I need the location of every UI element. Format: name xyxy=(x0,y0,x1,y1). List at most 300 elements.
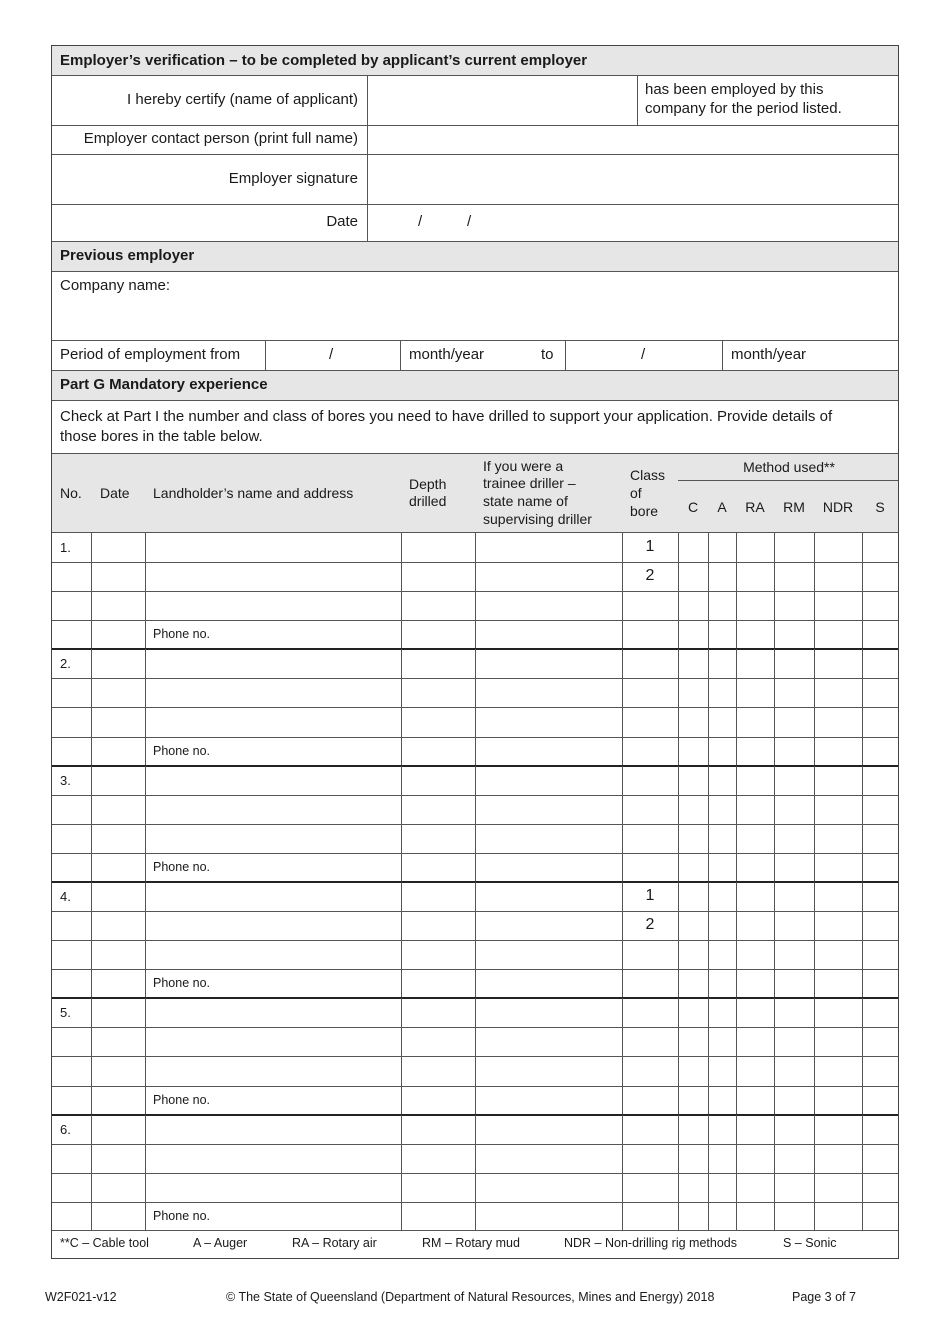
table-cell[interactable] xyxy=(678,649,708,678)
table-cell[interactable] xyxy=(814,882,862,911)
date-field[interactable] xyxy=(368,205,898,241)
table-cell[interactable] xyxy=(678,853,708,882)
table-cell[interactable] xyxy=(91,1086,145,1115)
table-cell[interactable] xyxy=(91,1202,145,1231)
table-cell[interactable] xyxy=(774,678,814,707)
table-cell[interactable] xyxy=(401,911,475,940)
table-cell[interactable] xyxy=(736,1115,774,1144)
table-cell[interactable] xyxy=(52,1027,91,1056)
table-cell[interactable] xyxy=(622,1027,678,1056)
table-cell[interactable] xyxy=(736,620,774,649)
table-cell[interactable] xyxy=(678,1115,708,1144)
table-cell[interactable] xyxy=(736,1144,774,1173)
table-cell[interactable] xyxy=(862,969,900,998)
table-cell[interactable] xyxy=(774,737,814,766)
table-cell[interactable] xyxy=(774,562,814,591)
table-cell[interactable] xyxy=(145,1173,401,1202)
table-cell[interactable] xyxy=(622,591,678,620)
table-cell[interactable] xyxy=(622,737,678,766)
table-cell[interactable] xyxy=(52,1202,91,1231)
table-cell[interactable] xyxy=(678,1027,708,1056)
table-cell[interactable] xyxy=(814,824,862,853)
table-cell[interactable] xyxy=(814,998,862,1027)
table-cell[interactable] xyxy=(678,1086,708,1115)
table-cell[interactable] xyxy=(774,707,814,736)
table-cell[interactable] xyxy=(736,766,774,795)
table-cell[interactable] xyxy=(736,1027,774,1056)
table-cell[interactable] xyxy=(52,737,91,766)
table-cell[interactable] xyxy=(475,1027,622,1056)
table-cell[interactable] xyxy=(678,824,708,853)
table-row xyxy=(52,940,900,969)
table-cell[interactable] xyxy=(475,1086,622,1115)
table-cell[interactable] xyxy=(708,940,736,969)
table-cell[interactable] xyxy=(862,591,900,620)
table-cell[interactable] xyxy=(475,1056,622,1085)
table-cell[interactable] xyxy=(814,1144,862,1173)
table-cell[interactable] xyxy=(708,649,736,678)
table-cell[interactable] xyxy=(678,1056,708,1085)
table-cell[interactable] xyxy=(774,649,814,678)
table-cell[interactable] xyxy=(678,998,708,1027)
table-cell[interactable] xyxy=(91,911,145,940)
table-cell[interactable] xyxy=(91,562,145,591)
table-cell[interactable] xyxy=(622,1056,678,1085)
table-cell[interactable] xyxy=(622,1115,678,1144)
table-cell[interactable] xyxy=(145,649,401,678)
table-cell[interactable] xyxy=(708,795,736,824)
table-cell[interactable] xyxy=(401,824,475,853)
table-cell[interactable] xyxy=(678,795,708,824)
table-cell[interactable] xyxy=(736,562,774,591)
table-cell[interactable] xyxy=(678,562,708,591)
table-cell[interactable] xyxy=(401,853,475,882)
col-no-header: No. xyxy=(60,485,82,501)
table-cell[interactable] xyxy=(678,591,708,620)
table-cell[interactable] xyxy=(401,562,475,591)
table-cell[interactable] xyxy=(622,620,678,649)
table-cell[interactable] xyxy=(774,620,814,649)
table-cell[interactable] xyxy=(736,533,774,562)
table-cell[interactable] xyxy=(475,824,622,853)
table-cell[interactable] xyxy=(401,591,475,620)
table-cell[interactable] xyxy=(622,969,678,998)
table-cell[interactable] xyxy=(145,766,401,795)
table-cell[interactable] xyxy=(145,1056,401,1085)
table-cell[interactable] xyxy=(814,969,862,998)
table-cell[interactable] xyxy=(52,853,91,882)
table-cell[interactable] xyxy=(52,591,91,620)
table-cell[interactable] xyxy=(774,824,814,853)
table-cell[interactable] xyxy=(401,766,475,795)
table-cell[interactable] xyxy=(708,1027,736,1056)
table-cell[interactable] xyxy=(401,1202,475,1231)
table-cell[interactable] xyxy=(52,795,91,824)
table-cell[interactable] xyxy=(736,882,774,911)
table-cell[interactable] xyxy=(401,1144,475,1173)
table-cell[interactable] xyxy=(678,1202,708,1231)
table-cell[interactable] xyxy=(862,1173,900,1202)
table-cell[interactable] xyxy=(862,620,900,649)
table-cell[interactable] xyxy=(678,969,708,998)
table-cell[interactable] xyxy=(708,911,736,940)
table-cell[interactable] xyxy=(475,678,622,707)
table-cell[interactable] xyxy=(708,737,736,766)
table-cell[interactable] xyxy=(862,1056,900,1085)
table-cell[interactable] xyxy=(862,678,900,707)
table-cell[interactable] xyxy=(862,795,900,824)
table-cell[interactable] xyxy=(475,562,622,591)
table-cell[interactable] xyxy=(52,1173,91,1202)
table-cell[interactable] xyxy=(736,998,774,1027)
table-cell[interactable] xyxy=(708,766,736,795)
table-cell[interactable] xyxy=(52,1115,91,1144)
table-cell[interactable] xyxy=(708,882,736,911)
table-cell[interactable] xyxy=(401,1115,475,1144)
table-cell[interactable] xyxy=(708,1202,736,1231)
table-cell[interactable] xyxy=(91,853,145,882)
table-cell[interactable] xyxy=(145,562,401,591)
period-from-field[interactable] xyxy=(266,341,400,370)
table-cell[interactable] xyxy=(401,707,475,736)
table-cell[interactable] xyxy=(708,1115,736,1144)
table-cell[interactable] xyxy=(622,940,678,969)
table-cell[interactable] xyxy=(475,940,622,969)
table-cell[interactable] xyxy=(708,533,736,562)
table-cell[interactable] xyxy=(475,1144,622,1173)
table-cell[interactable] xyxy=(401,1086,475,1115)
table-cell[interactable] xyxy=(475,998,622,1027)
table-cell[interactable] xyxy=(401,1027,475,1056)
table-cell[interactable] xyxy=(475,795,622,824)
table-cell[interactable] xyxy=(774,766,814,795)
table-cell[interactable] xyxy=(708,1173,736,1202)
table-cell[interactable] xyxy=(475,533,622,562)
company-name-label: Company name: xyxy=(60,277,171,294)
table-cell[interactable] xyxy=(622,1202,678,1231)
method-c-header: C xyxy=(687,499,699,515)
table-cell[interactable] xyxy=(862,824,900,853)
table-row xyxy=(52,649,900,678)
table-cell[interactable] xyxy=(52,998,91,1027)
table-cell[interactable] xyxy=(862,882,900,911)
table-cell[interactable] xyxy=(145,795,401,824)
table-cell[interactable] xyxy=(401,882,475,911)
table-cell[interactable] xyxy=(862,911,900,940)
table-cell[interactable] xyxy=(401,940,475,969)
table-cell[interactable] xyxy=(708,969,736,998)
table-cell[interactable] xyxy=(91,795,145,824)
table-cell[interactable] xyxy=(401,998,475,1027)
table-cell[interactable] xyxy=(814,649,862,678)
table-cell[interactable] xyxy=(814,940,862,969)
table-cell[interactable] xyxy=(814,591,862,620)
table-cell[interactable] xyxy=(678,620,708,649)
table-cell[interactable] xyxy=(862,1202,900,1231)
company-name-field[interactable] xyxy=(182,272,898,340)
table-cell[interactable] xyxy=(52,824,91,853)
table-cell[interactable] xyxy=(145,824,401,853)
table-cell[interactable] xyxy=(622,853,678,882)
table-cell[interactable] xyxy=(622,1173,678,1202)
table-cell[interactable] xyxy=(678,533,708,562)
table-cell[interactable] xyxy=(774,533,814,562)
table-cell[interactable] xyxy=(145,1115,401,1144)
table-row xyxy=(52,678,900,707)
table-cell[interactable] xyxy=(862,940,900,969)
table-cell[interactable] xyxy=(862,1027,900,1056)
table-cell[interactable] xyxy=(814,1173,862,1202)
table-cell[interactable] xyxy=(814,678,862,707)
signature-field[interactable] xyxy=(368,155,898,204)
col-depth-header: drilled xyxy=(409,493,447,509)
table-cell[interactable] xyxy=(814,1056,862,1085)
table-cell[interactable] xyxy=(814,1115,862,1144)
table-cell[interactable] xyxy=(814,911,862,940)
table-cell[interactable] xyxy=(475,1115,622,1144)
table-cell[interactable] xyxy=(622,998,678,1027)
table-cell[interactable] xyxy=(401,620,475,649)
table-cell[interactable] xyxy=(52,911,91,940)
table-cell[interactable] xyxy=(774,882,814,911)
table-cell[interactable] xyxy=(475,969,622,998)
table-cell[interactable] xyxy=(774,1027,814,1056)
table-cell[interactable] xyxy=(774,795,814,824)
table-cell[interactable] xyxy=(862,533,900,562)
table-cell[interactable] xyxy=(708,824,736,853)
table-cell[interactable] xyxy=(814,737,862,766)
table-cell[interactable] xyxy=(774,1173,814,1202)
table-cell[interactable] xyxy=(736,824,774,853)
table-cell[interactable] xyxy=(814,707,862,736)
table-cell[interactable] xyxy=(475,649,622,678)
table-cell[interactable] xyxy=(622,766,678,795)
table-cell[interactable] xyxy=(475,591,622,620)
table-cell[interactable] xyxy=(622,707,678,736)
table-cell[interactable] xyxy=(91,591,145,620)
table-cell[interactable] xyxy=(708,1086,736,1115)
table-cell[interactable] xyxy=(862,737,900,766)
table-cell[interactable] xyxy=(145,940,401,969)
table-cell[interactable] xyxy=(708,562,736,591)
form-code: W2F021-v12 xyxy=(45,1290,117,1304)
table-cell[interactable] xyxy=(774,591,814,620)
table-cell[interactable] xyxy=(475,737,622,766)
table-cell[interactable] xyxy=(814,533,862,562)
table-cell[interactable] xyxy=(52,1144,91,1173)
table-cell[interactable] xyxy=(736,591,774,620)
period-to-field[interactable] xyxy=(566,341,722,370)
contact-name-field[interactable] xyxy=(368,126,898,154)
table-cell[interactable] xyxy=(401,533,475,562)
table-cell[interactable] xyxy=(91,620,145,649)
table-cell[interactable] xyxy=(622,678,678,707)
table-cell[interactable] xyxy=(708,1056,736,1085)
table-cell[interactable] xyxy=(774,1086,814,1115)
table-cell[interactable] xyxy=(52,940,91,969)
table-cell[interactable] xyxy=(736,678,774,707)
table-cell[interactable] xyxy=(475,620,622,649)
previous-employer-heading: Previous employer xyxy=(60,247,195,264)
table-cell[interactable] xyxy=(475,1173,622,1202)
table-cell[interactable] xyxy=(736,649,774,678)
table-cell[interactable] xyxy=(736,911,774,940)
table-cell[interactable] xyxy=(91,649,145,678)
table-cell[interactable] xyxy=(736,940,774,969)
table-cell[interactable] xyxy=(52,766,91,795)
col-trainee-header: state name of xyxy=(483,493,568,509)
table-cell[interactable] xyxy=(91,998,145,1027)
table-cell[interactable] xyxy=(862,649,900,678)
table-cell[interactable] xyxy=(814,1027,862,1056)
table-cell[interactable] xyxy=(622,1144,678,1173)
table-cell[interactable] xyxy=(862,562,900,591)
table-cell[interactable] xyxy=(814,620,862,649)
table-cell[interactable] xyxy=(91,766,145,795)
table-cell[interactable] xyxy=(401,678,475,707)
table-cell[interactable] xyxy=(862,853,900,882)
table-cell[interactable] xyxy=(52,707,91,736)
table-cell[interactable] xyxy=(708,620,736,649)
table-cell[interactable] xyxy=(862,1086,900,1115)
table-cell[interactable] xyxy=(52,649,91,678)
table-cell[interactable] xyxy=(91,1027,145,1056)
table-cell[interactable] xyxy=(736,1056,774,1085)
table-cell[interactable] xyxy=(678,882,708,911)
table-row xyxy=(52,1056,900,1085)
table-cell[interactable] xyxy=(145,678,401,707)
table-cell[interactable] xyxy=(862,998,900,1027)
from-unit: month/year xyxy=(409,346,485,363)
table-cell[interactable] xyxy=(736,1173,774,1202)
table-cell[interactable] xyxy=(678,911,708,940)
table-cell[interactable] xyxy=(622,795,678,824)
table-cell[interactable] xyxy=(814,795,862,824)
table-cell[interactable] xyxy=(708,998,736,1027)
method-used-header: Method used** xyxy=(743,459,835,475)
table-cell[interactable] xyxy=(475,1202,622,1231)
legend-rotary-mud: RM – Rotary mud xyxy=(422,1236,520,1250)
table-cell[interactable] xyxy=(52,882,91,911)
table-cell[interactable] xyxy=(862,707,900,736)
table-cell[interactable] xyxy=(622,1086,678,1115)
table-cell[interactable] xyxy=(145,998,401,1027)
table-cell[interactable] xyxy=(401,1056,475,1085)
table-cell[interactable] xyxy=(774,1115,814,1144)
table-cell[interactable] xyxy=(52,1086,91,1115)
table-cell[interactable] xyxy=(91,1056,145,1085)
table-cell[interactable] xyxy=(678,940,708,969)
table-cell[interactable] xyxy=(814,1202,862,1231)
table-cell[interactable] xyxy=(145,1144,401,1173)
table-cell[interactable] xyxy=(678,678,708,707)
table-cell[interactable] xyxy=(774,911,814,940)
table-cell[interactable] xyxy=(736,853,774,882)
table-cell[interactable] xyxy=(91,882,145,911)
table-cell[interactable] xyxy=(774,969,814,998)
table-cell[interactable] xyxy=(52,969,91,998)
table-cell[interactable] xyxy=(52,1056,91,1085)
table-cell[interactable] xyxy=(736,1086,774,1115)
table-cell[interactable] xyxy=(145,707,401,736)
table-cell[interactable] xyxy=(91,707,145,736)
table-cell[interactable] xyxy=(145,911,401,940)
table-cell[interactable] xyxy=(736,795,774,824)
table-cell[interactable] xyxy=(678,1173,708,1202)
table-cell[interactable] xyxy=(145,1027,401,1056)
table-cell[interactable] xyxy=(401,649,475,678)
table-cell[interactable] xyxy=(475,853,622,882)
table-cell[interactable] xyxy=(774,853,814,882)
table-cell[interactable] xyxy=(678,1144,708,1173)
table-cell[interactable] xyxy=(774,998,814,1027)
table-cell[interactable] xyxy=(401,795,475,824)
table-cell[interactable] xyxy=(52,533,91,562)
table-cell[interactable] xyxy=(475,707,622,736)
table-cell[interactable] xyxy=(401,737,475,766)
table-cell[interactable] xyxy=(774,1144,814,1173)
table-cell[interactable] xyxy=(401,969,475,998)
table-cell[interactable] xyxy=(814,766,862,795)
table-cell[interactable] xyxy=(814,562,862,591)
table-cell[interactable] xyxy=(145,533,401,562)
applicant-name-field[interactable] xyxy=(368,76,638,124)
table-cell[interactable] xyxy=(91,824,145,853)
table-cell[interactable] xyxy=(91,678,145,707)
table-cell[interactable] xyxy=(91,969,145,998)
table-cell[interactable] xyxy=(814,1086,862,1115)
table-cell[interactable] xyxy=(736,737,774,766)
table-cell[interactable] xyxy=(774,1202,814,1231)
table-cell[interactable] xyxy=(736,969,774,998)
table-cell[interactable] xyxy=(622,824,678,853)
table-cell[interactable] xyxy=(145,882,401,911)
table-cell[interactable] xyxy=(145,591,401,620)
table-cell[interactable] xyxy=(475,766,622,795)
table-cell[interactable] xyxy=(52,678,91,707)
table-cell[interactable] xyxy=(814,853,862,882)
table-row xyxy=(52,591,900,620)
table-cell[interactable] xyxy=(401,1173,475,1202)
table-cell[interactable] xyxy=(862,766,900,795)
table-cell[interactable] xyxy=(736,1202,774,1231)
table-cell[interactable] xyxy=(475,882,622,911)
table-cell[interactable] xyxy=(708,853,736,882)
table-cell[interactable] xyxy=(91,940,145,969)
table-cell[interactable] xyxy=(774,1056,814,1085)
table-cell[interactable] xyxy=(91,1144,145,1173)
table-cell[interactable] xyxy=(708,1144,736,1173)
table-cell[interactable] xyxy=(91,533,145,562)
table-cell[interactable] xyxy=(708,678,736,707)
table-cell[interactable] xyxy=(678,737,708,766)
table-cell[interactable] xyxy=(708,707,736,736)
table-cell[interactable] xyxy=(708,591,736,620)
table-cell[interactable] xyxy=(774,940,814,969)
table-cell[interactable] xyxy=(736,707,774,736)
table-cell[interactable] xyxy=(862,1115,900,1144)
table-cell[interactable] xyxy=(91,737,145,766)
table-cell[interactable] xyxy=(91,1115,145,1144)
table-cell[interactable] xyxy=(862,1144,900,1173)
table-cell[interactable] xyxy=(678,707,708,736)
table-cell[interactable] xyxy=(622,649,678,678)
table-cell[interactable] xyxy=(52,620,91,649)
table-cell[interactable] xyxy=(475,911,622,940)
table-cell[interactable] xyxy=(52,562,91,591)
table-cell[interactable] xyxy=(678,766,708,795)
table-cell[interactable] xyxy=(91,1173,145,1202)
